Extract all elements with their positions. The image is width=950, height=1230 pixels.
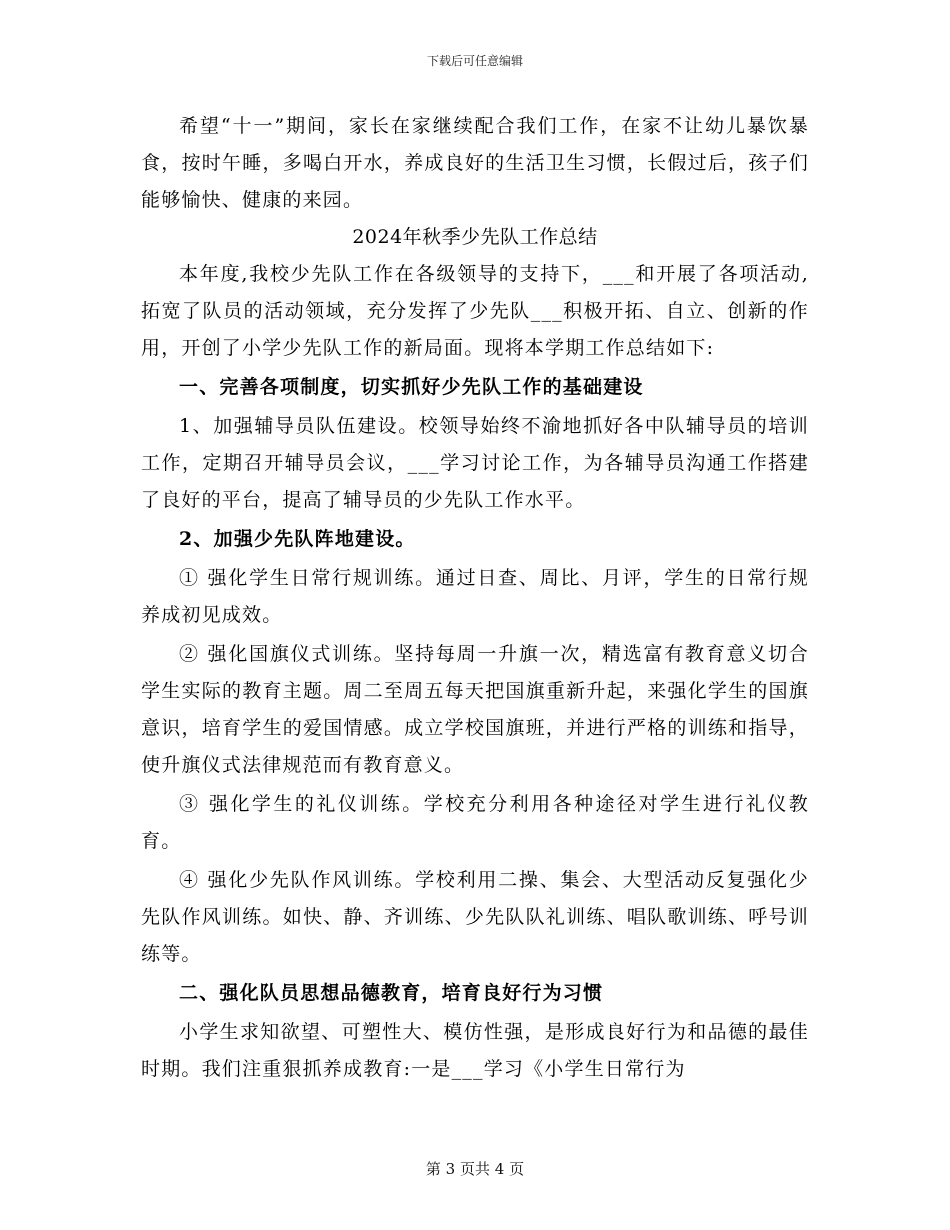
page-footer: 第 3 页共 4 页 (425, 1160, 525, 1178)
paragraph-holiday-note: 希望“十一”期间，家长在家继续配合我们工作，在家不让幼儿暴饮暴食，按时午睡，多喝白开水，养成良好的生活卫生习惯，长假过后，孩子们能够愉快、健康的来园。 (141, 115, 809, 211)
paragraph-item-3: ③ 强化学生的礼仪训练。学校充分利用各种途径对学生进行礼仪教育。 (141, 793, 809, 852)
paragraph-counselor-team: 1、加强辅导员队伍建设。校领导始终不渝地抓好各中队辅导员的培训工作，定期召开辅导员会议，___学习讨论工作，为各辅导员沟通工作搭建了良好的平台，提高了辅导员的少先队工作水平。 (141, 415, 809, 511)
subheading-position-building: 2、加强少先队阵地建设。 (179, 528, 416, 550)
paragraph-moral-education: 小学生求知欲望、可塑性大、模仿性强，是形成良好行为和品德的最佳时期。我们注重狠抓养成教育:一是___学习《小学生日常行为 (141, 1021, 809, 1080)
page-header: 下载后可任意编辑 (426, 54, 523, 68)
document-body (141, 108, 809, 1088)
paragraph-item-1: ① 强化学生日常行规训练。通过日查、周比、月评，学生的日常行规养成初见成效。 (141, 567, 809, 626)
paragraph-item-2: ② 强化国旗仪式训练。坚持每周一升旗一次，精选富有教育意义切合学生实际的教育主题。周二至周五每天把国旗重新升起，来强化学生的国旗意识，培育学生的爱国情感。成立学校国旗班，并进行严格的训练和指导，使升旗仪式法律规范而有教育意义。 (141, 643, 809, 776)
section-heading-2: 二、强化队员思想品德教育，培育良好行为习惯 (179, 982, 604, 1004)
section-heading-1: 一、完善各项制度，切实抓好少先队工作的基础建设 (179, 376, 644, 398)
paragraph-intro: 本年度,我校少先队工作在各级领导的支持下，___和开展了各项活动,拓宽了队员的活动领域，充分发挥了少先队___积极开拓、自立、创新的作用，开创了小学少先队工作的新局面。现将本学期工作总结如下: (141, 263, 809, 359)
paragraph-item-4: ④ 强化少先队作风训练。学校利用二操、集会、大型活动反复强化少先队作风训练。如快、静、齐训练、少先队队礼训练、唱队歌训练、呼号训练等。 (141, 869, 809, 965)
document-title: 2024年秋季少先队工作总结 (352, 226, 598, 248)
